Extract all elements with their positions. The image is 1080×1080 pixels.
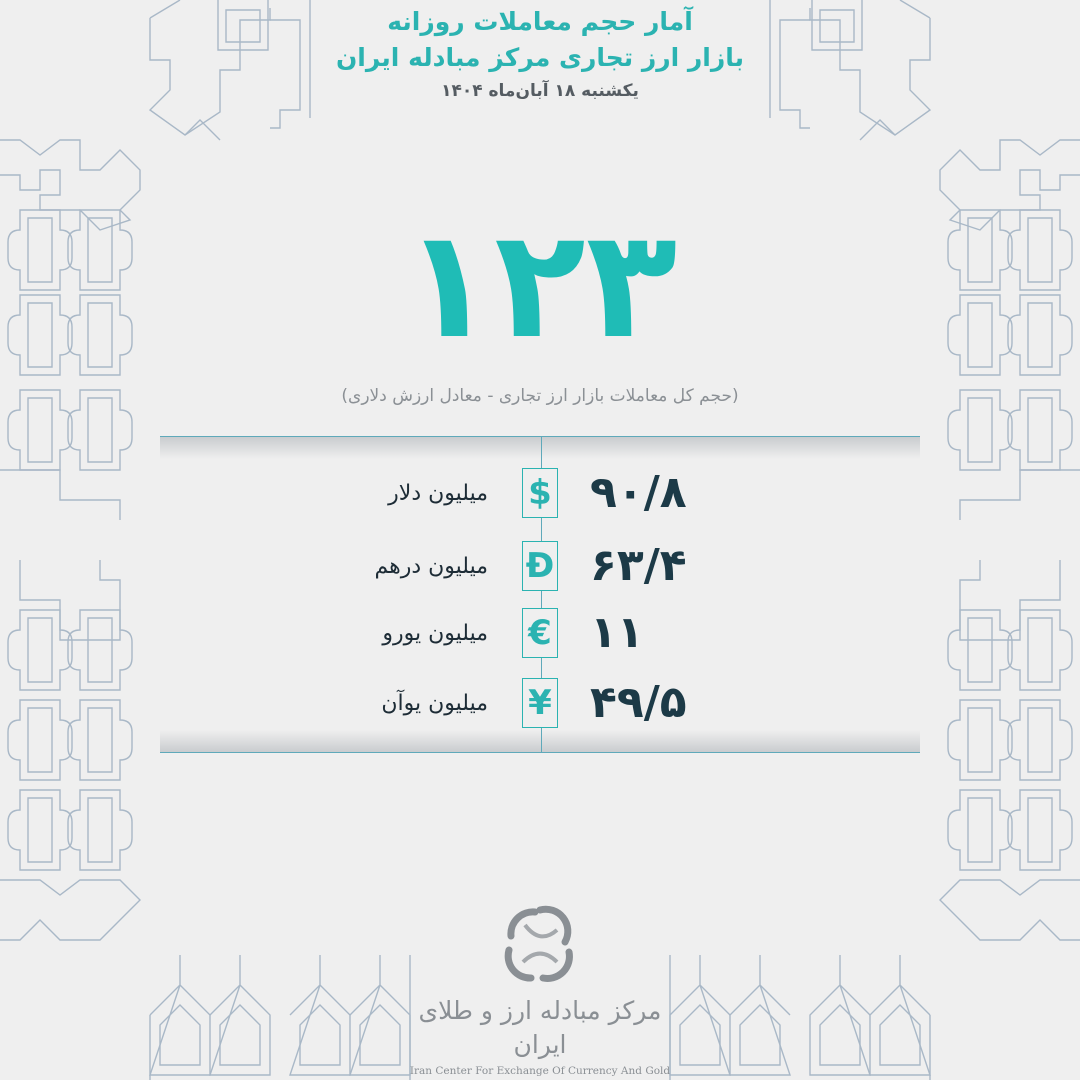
logo-emblem-icon [495,900,585,990]
total-volume-caption: (حجم کل معاملات بازار ارز تجاری - معادل ارزش دلاری) [341,386,739,406]
currency-label: میلیون دلار [388,481,488,506]
organization-logo [400,900,680,1077]
logo-name-english: Iran Center For Exchange Of Currency And Gold [409,1065,671,1077]
currency-value: ۱۱ [590,607,644,658]
currency-value: ۴۹/۵ [590,677,687,728]
currency-row-euro [160,606,920,664]
yuan-icon: ¥ [522,678,558,728]
report-date: یکشنبه ۱۸ آبان‌ماه ۱۴۰۴ [441,81,639,101]
table-top-shadow [160,437,920,459]
currency-label: میلیون یورو [382,621,488,646]
currency-value: ۶۳/۴ [590,540,687,591]
table-top-divider [160,436,920,437]
currency-breakdown-table [160,436,920,754]
currency-row-dollar [160,466,920,524]
currency-label: میلیون درهم [374,554,488,579]
currency-row-dirham [160,539,920,597]
total-volume-value: ۱۲۳ [402,198,678,372]
dirham-icon: Đ [522,541,558,591]
logo-name-persian: مرکز مبادله ارز و طلای ایران [418,996,662,1059]
report-title-line-2: بازار ارز تجاری مرکز مبادله ایران [335,43,745,72]
table-bottom-divider [160,752,920,753]
currency-value: ۹۰/۸ [590,467,687,518]
header [250,4,830,106]
dollar-icon: $ [522,468,558,518]
currency-label: میلیون یوآن [381,691,488,716]
euro-icon: € [522,608,558,658]
currency-row-yuan [160,676,920,734]
report-title-line-1: آمار حجم معاملات روزانه [387,7,693,36]
